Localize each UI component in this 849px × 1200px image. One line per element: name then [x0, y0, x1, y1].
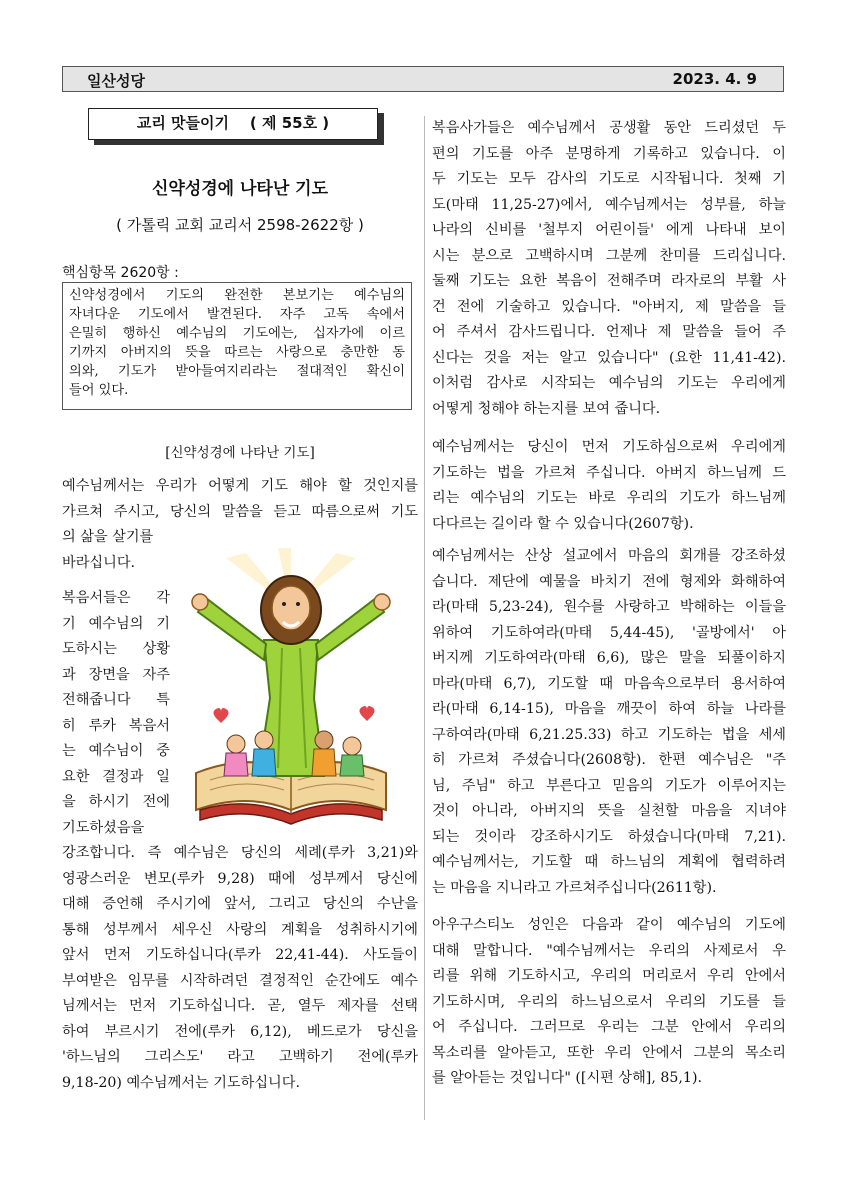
text-line: 나라의 신비를 '철부지 어린이들' 에게 나타내 보이 [432, 222, 786, 238]
text-line: 하여 부르시기 전에(루카 6,12), 베드로가 당신을 [62, 1023, 418, 1040]
issue-number: ( 제 55호 ) [249, 114, 330, 132]
text-line: 히 루카 복음서 [62, 717, 170, 734]
text-line: 시는 분으로 고백하시며 그분께 찬미를 드리십니다. [432, 247, 786, 264]
right-paragraph-2 [432, 435, 786, 537]
text-line: 복음사가들은 예수님께서 공생활 동안 드리셨던 두 [432, 120, 786, 136]
text-line: 습니다. 제단에 예물을 바치기 전에 형제와 화해하여 [432, 573, 786, 590]
text-line: 것이 아니라, 아버지의 뜻을 실천할 마음을 지녀야 [432, 803, 786, 819]
text-line: 복음서들은 각 [62, 590, 170, 606]
left-paragraph-2 [62, 841, 418, 1096]
text-line: 예수님께서는 우리가 어떻게 기도 해야 할 것인지를 [62, 478, 418, 494]
text-line: 어떻게 청해야 하는지를 보여 줍니다. [432, 400, 661, 417]
text-line: 편의 기도를 아주 분명하게 기록하고 있습니다. 이 [432, 145, 786, 162]
key-line: 기까지 아버지의 뜻을 따르는 사랑으로 충만한 동 [69, 345, 405, 360]
text-line: 예수님께서는 산상 설교에서 마음의 회개를 강조하셨 [432, 548, 786, 564]
text-line: 의 삶을 살기를 [62, 529, 154, 545]
jesus-illustration [186, 548, 396, 838]
right-paragraph-4 [432, 913, 786, 1092]
column-divider [424, 116, 425, 1120]
text-line: 어 주셔서 감사드립니다. 언제나 제 말씀을 들어 주 [432, 324, 786, 340]
text-line: 리는 예수님의 기도는 바로 우리의 기도가 하느님께 [432, 490, 786, 506]
text-line: 통해 성부께서 세우신 사랑의 계획을 성취하시기에 [62, 921, 418, 938]
category-box [88, 108, 378, 140]
key-item-box [62, 282, 412, 410]
page-header [62, 66, 784, 92]
text-line: 기도하는 법을 가르쳐 주십니다. 아버지 하느님께 드 [432, 464, 786, 481]
text-line: '하느님의 그리스도' 라고 고백하기 전에(루카 [62, 1049, 418, 1065]
text-line: 목소리를 알아듣고, 또한 우리 안에서 그분의 목소리 [432, 1044, 786, 1061]
text-line: 이처럼 감사로 시작되는 예수님의 기도는 우리에게 [432, 375, 786, 391]
text-line: 는 마음을 지니라고 가르쳐주십니다(2611항). [432, 879, 717, 896]
text-line: 위하여 기도하여라(마태 5,44-45), '골방에서' 아 [432, 624, 786, 641]
text-line: 라(마태 5,23-24), 원수를 사랑하고 박해하는 이들을 [432, 599, 786, 615]
text-line: 예수님께서는 당신이 먼저 기도하심으로써 우리에게 [432, 439, 786, 455]
category-label: 교리 맛들이기 [136, 114, 230, 132]
text-line: 되는 것이라 강조하시기도 하셨습니다(마태 7,21). [432, 828, 786, 845]
text-line: 는 예수님이 중 [62, 743, 170, 759]
left-paragraph-2-wrap [62, 586, 170, 841]
text-line: 구하여라(마태 6,21.25.33) 하고 기도하는 법을 세세 [432, 726, 786, 743]
text-line: 마라(마태 6,7), 기도할 때 마음속으로부터 용서하여 [432, 675, 786, 692]
text-line: 다다르는 길이라 할 수 있습니다(2607항). [432, 515, 694, 532]
text-line: 기도하셨음을 [62, 819, 145, 836]
text-line: 도하시는 상황 [62, 641, 170, 657]
text-line: 영광스러운 변모(루카 9,28) 때에 성부께서 당신에 [62, 870, 418, 887]
text-line: 님께서는 먼저 기도하십니다. 곧, 열두 제자를 선택 [62, 998, 418, 1014]
text-line: 버지께 기도하여라(마태 6,6), 많은 말을 되풀이하지 [432, 650, 786, 666]
page-subtitle: ( 가톨릭 교회 교리서 2598-2622항 ) [116, 216, 364, 234]
text-line: 대해 증언해 주시기에 앞서, 그리고 당신의 수난을 [62, 896, 418, 912]
text-line: 두 기도는 모두 감사의 기도로 시작됩니다. 첫째 기 [432, 171, 786, 187]
text-line: 기도하시며, 우리의 하느님으로서 우리의 기도를 들 [432, 993, 786, 1010]
text-line: 강조합니다. 즉 예수님은 당신의 세례(루카 3,21)와 [62, 845, 418, 861]
section-heading: [신약성경에 나타난 기도] [165, 445, 315, 461]
text-line: 도(마태 11,25-27)에서, 예수님께서는 성부를, 하늘 [432, 196, 786, 213]
text-line: 둘째 기도는 요한 복음이 전해주며 라자로의 부활 사 [432, 273, 786, 289]
text-line: 아우구스티노 성인은 다음과 같이 예수님의 기도에 [432, 917, 786, 933]
text-line: 신다는 것을 저는 알고 있습니다" (요한 11,41-42). [432, 349, 786, 366]
text-line: 바라십니다. [62, 554, 136, 571]
key-line: 의와, 기도가 받아들여지리라는 절대적인 확신이 [69, 364, 405, 379]
text-line: 전해줍니다 특 [62, 692, 170, 708]
key-line: 들어 있다. [69, 383, 129, 398]
text-line: 앞서 먼저 기도하십니다(루카 22,41-44). 사도들이 [62, 947, 418, 963]
text-line: 리를 위해 기도하시고, 우리의 머리로서 우리 안에서 [432, 968, 786, 984]
text-line: 어 주십니다. 그러므로 우리는 그분 안에서 우리의 [432, 1019, 786, 1035]
key-line: 자녀다운 기도에서 발견된다. 자주 고독 속에서 [69, 307, 405, 322]
key-line: 은밀히 행하신 예수님의 기도에는, 십자가에 이르 [69, 326, 405, 341]
right-paragraph-1 [432, 116, 786, 422]
text-line: 를 알아듣는 것입니다" ([시편 상해], 85,1). [432, 1070, 702, 1086]
text-line: 과 장면을 자주 [62, 666, 170, 683]
text-line: 기 예수님의 기 [62, 615, 170, 632]
text-line: 부여받은 임무를 시작하려던 결정적인 순간에도 예수 [62, 972, 418, 989]
text-line: 9,18-20) 예수님께서는 기도하십니다. [62, 1074, 300, 1091]
right-paragraph-3 [432, 544, 786, 901]
issue-date: 2023. 4. 9 [672, 70, 757, 88]
page-title: 신약성경에 나타난 기도 [151, 179, 329, 199]
key-line: 신약성경에서 기도의 완전한 본보기는 예수님의 [69, 288, 405, 303]
text-line: 히 가르쳐 주셨습니다(2608항). 한편 예수님은 "주 [432, 752, 786, 768]
text-line: 을 하시기 전에 [62, 794, 170, 810]
text-line: 대해 말합니다. "예수님께서는 우리의 사제로서 우 [432, 942, 786, 959]
parish-name: 일산성당 [87, 72, 145, 90]
text-line: 가르쳐 주시고, 당신의 말씀을 듣고 따름으로써 기도 [62, 503, 418, 520]
text-line: 건 전에 기술하고 있습니다. "아버지, 제 말씀을 들 [432, 298, 786, 315]
text-line: 님, 주님" 하고 부른다고 믿음의 기도가 이루어지는 [432, 777, 786, 794]
text-line: 요한 결정과 일 [62, 768, 170, 785]
text-line: 예수님께서는, 기도할 때 하느님의 계획에 협력하려 [432, 854, 786, 870]
key-item-label: 핵심항목 2620항 : [62, 265, 179, 281]
text-line: 라(마태 6,14-15), 마음을 깨끗이 하여 하늘 나라를 [432, 701, 786, 717]
